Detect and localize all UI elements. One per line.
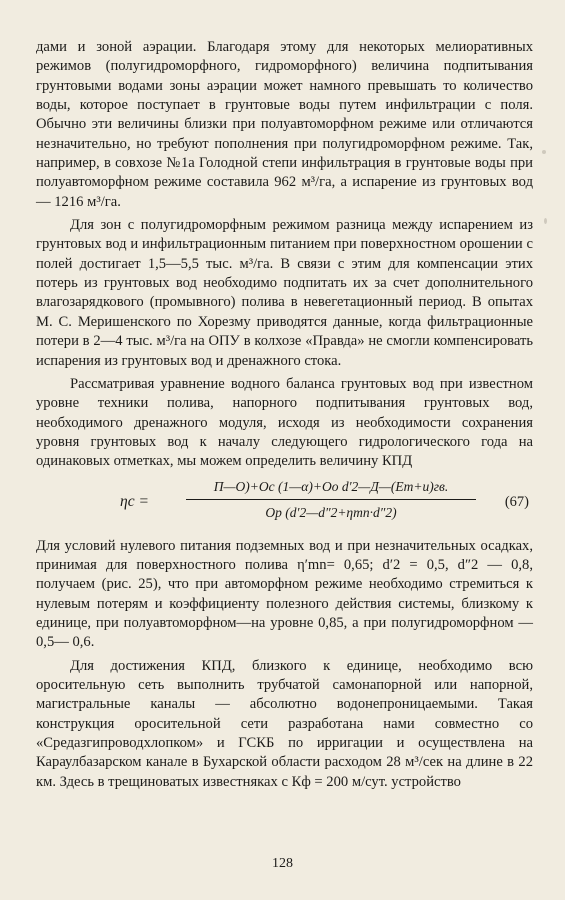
formula-denominator: Оp (d′2—d″2+ηmn·d″2) (265, 504, 397, 520)
paragraph-2: Для зон с полугидроморфным режимом разница между испарением из грунтовых вод и инфильтрационным питанием при поверхностном орошении с полей достигает 1,5—5,5 тыс. м³/га. В связи с этим для компенсации этих потерь из грунтовых вод необходимо подпитать их за счет дополнительного влагозарядкового (промывного) полива в невегетационный период. В опытах М. С. Меришенского по Хорезму приводятся данные, когда фильтрационные потери в 2—4 тыс. м³/га на ОПУ в колхозе «Правда» не смогли компенсировать испарения из грунтовых вод и дренажного стока. (36, 217, 533, 369)
paragraph-1: дами и зоной аэрации. Благодаря этому для некоторых мелиоративных режимов (полугидроморфного, гидроморфного) величина подпитывания грунтовыми водами зоны аэрации может намного превышать то количество воды, которое поступает в грунтовые воды путем инфильтрации с поля. Обычно эти величины близки при полуавтоморфном режиме или отличаются незначительно, но требуют пополнения при полугидроморфном режиме. Так, например, в совхозе №1а Голодной степи инфильтрация в грунтовые воды при полуавтоморфном режиме составила 962 м³/га, а испарение из грунтовых вод — 1216 м³/га. (36, 39, 533, 210)
paragraph-3: Рассматривая уравнение водного баланса грунтовых вод при известном уровне техники полива, напорного подпитывания грунтовых вод, необходимого дренажного модуля, исходя из необходимости сохранения уровня грунтовых вод к началу следующего гидрологического года на одинаковых отметках, мы можем определить величину КПД (36, 375, 533, 470)
formula-fraction (186, 477, 476, 523)
paragraph-5: Для достижения КПД, близкого к единице, необходимо всю оросительную сеть выполнить трубчатой самонапорной или напорной, магистральные каналы — абсолютно водонепроницаемыми. Такая конструкция оросительной сети разработана нами совместно со «Средазгипроводхлопком» и ГСКБ по ирригации и осуществлена на Караулбазарском канале в Бухарской области расходом 28 м³/сек на длине в 22 км. Здесь в трещиноватых известняках с Кф = 200 м/сут. устройство (36, 657, 533, 790)
print-speck (542, 150, 546, 154)
formula-lhs: ηc = (120, 492, 149, 510)
page-number: 128 (272, 856, 293, 871)
print-speck (544, 218, 547, 224)
paragraph-4: Для условий нулевого питания подземных вод и при незначительных осадках, принимая для поверхностного полива η′mn= 0,65; d′2 = 0,5, d″2 — 0,8, получаем (рис. 25), что при автоморфном режиме необходимо стремиться к нулевым потерям и коэффициенту полезного действия системы, близкому к единице, при полуавтоморфном—на уровне 0,85, а при полугидроморфном — 0,5— 0,6. (36, 537, 533, 651)
fraction-bar (186, 499, 476, 500)
body-text (36, 38, 533, 792)
formula-numerator: П—О)+Оc (1—α)+Оo d′2—Д—(Em+u)гв. (213, 478, 449, 494)
formula-number: (67) (504, 493, 529, 510)
efficiency-formula (36, 475, 533, 531)
